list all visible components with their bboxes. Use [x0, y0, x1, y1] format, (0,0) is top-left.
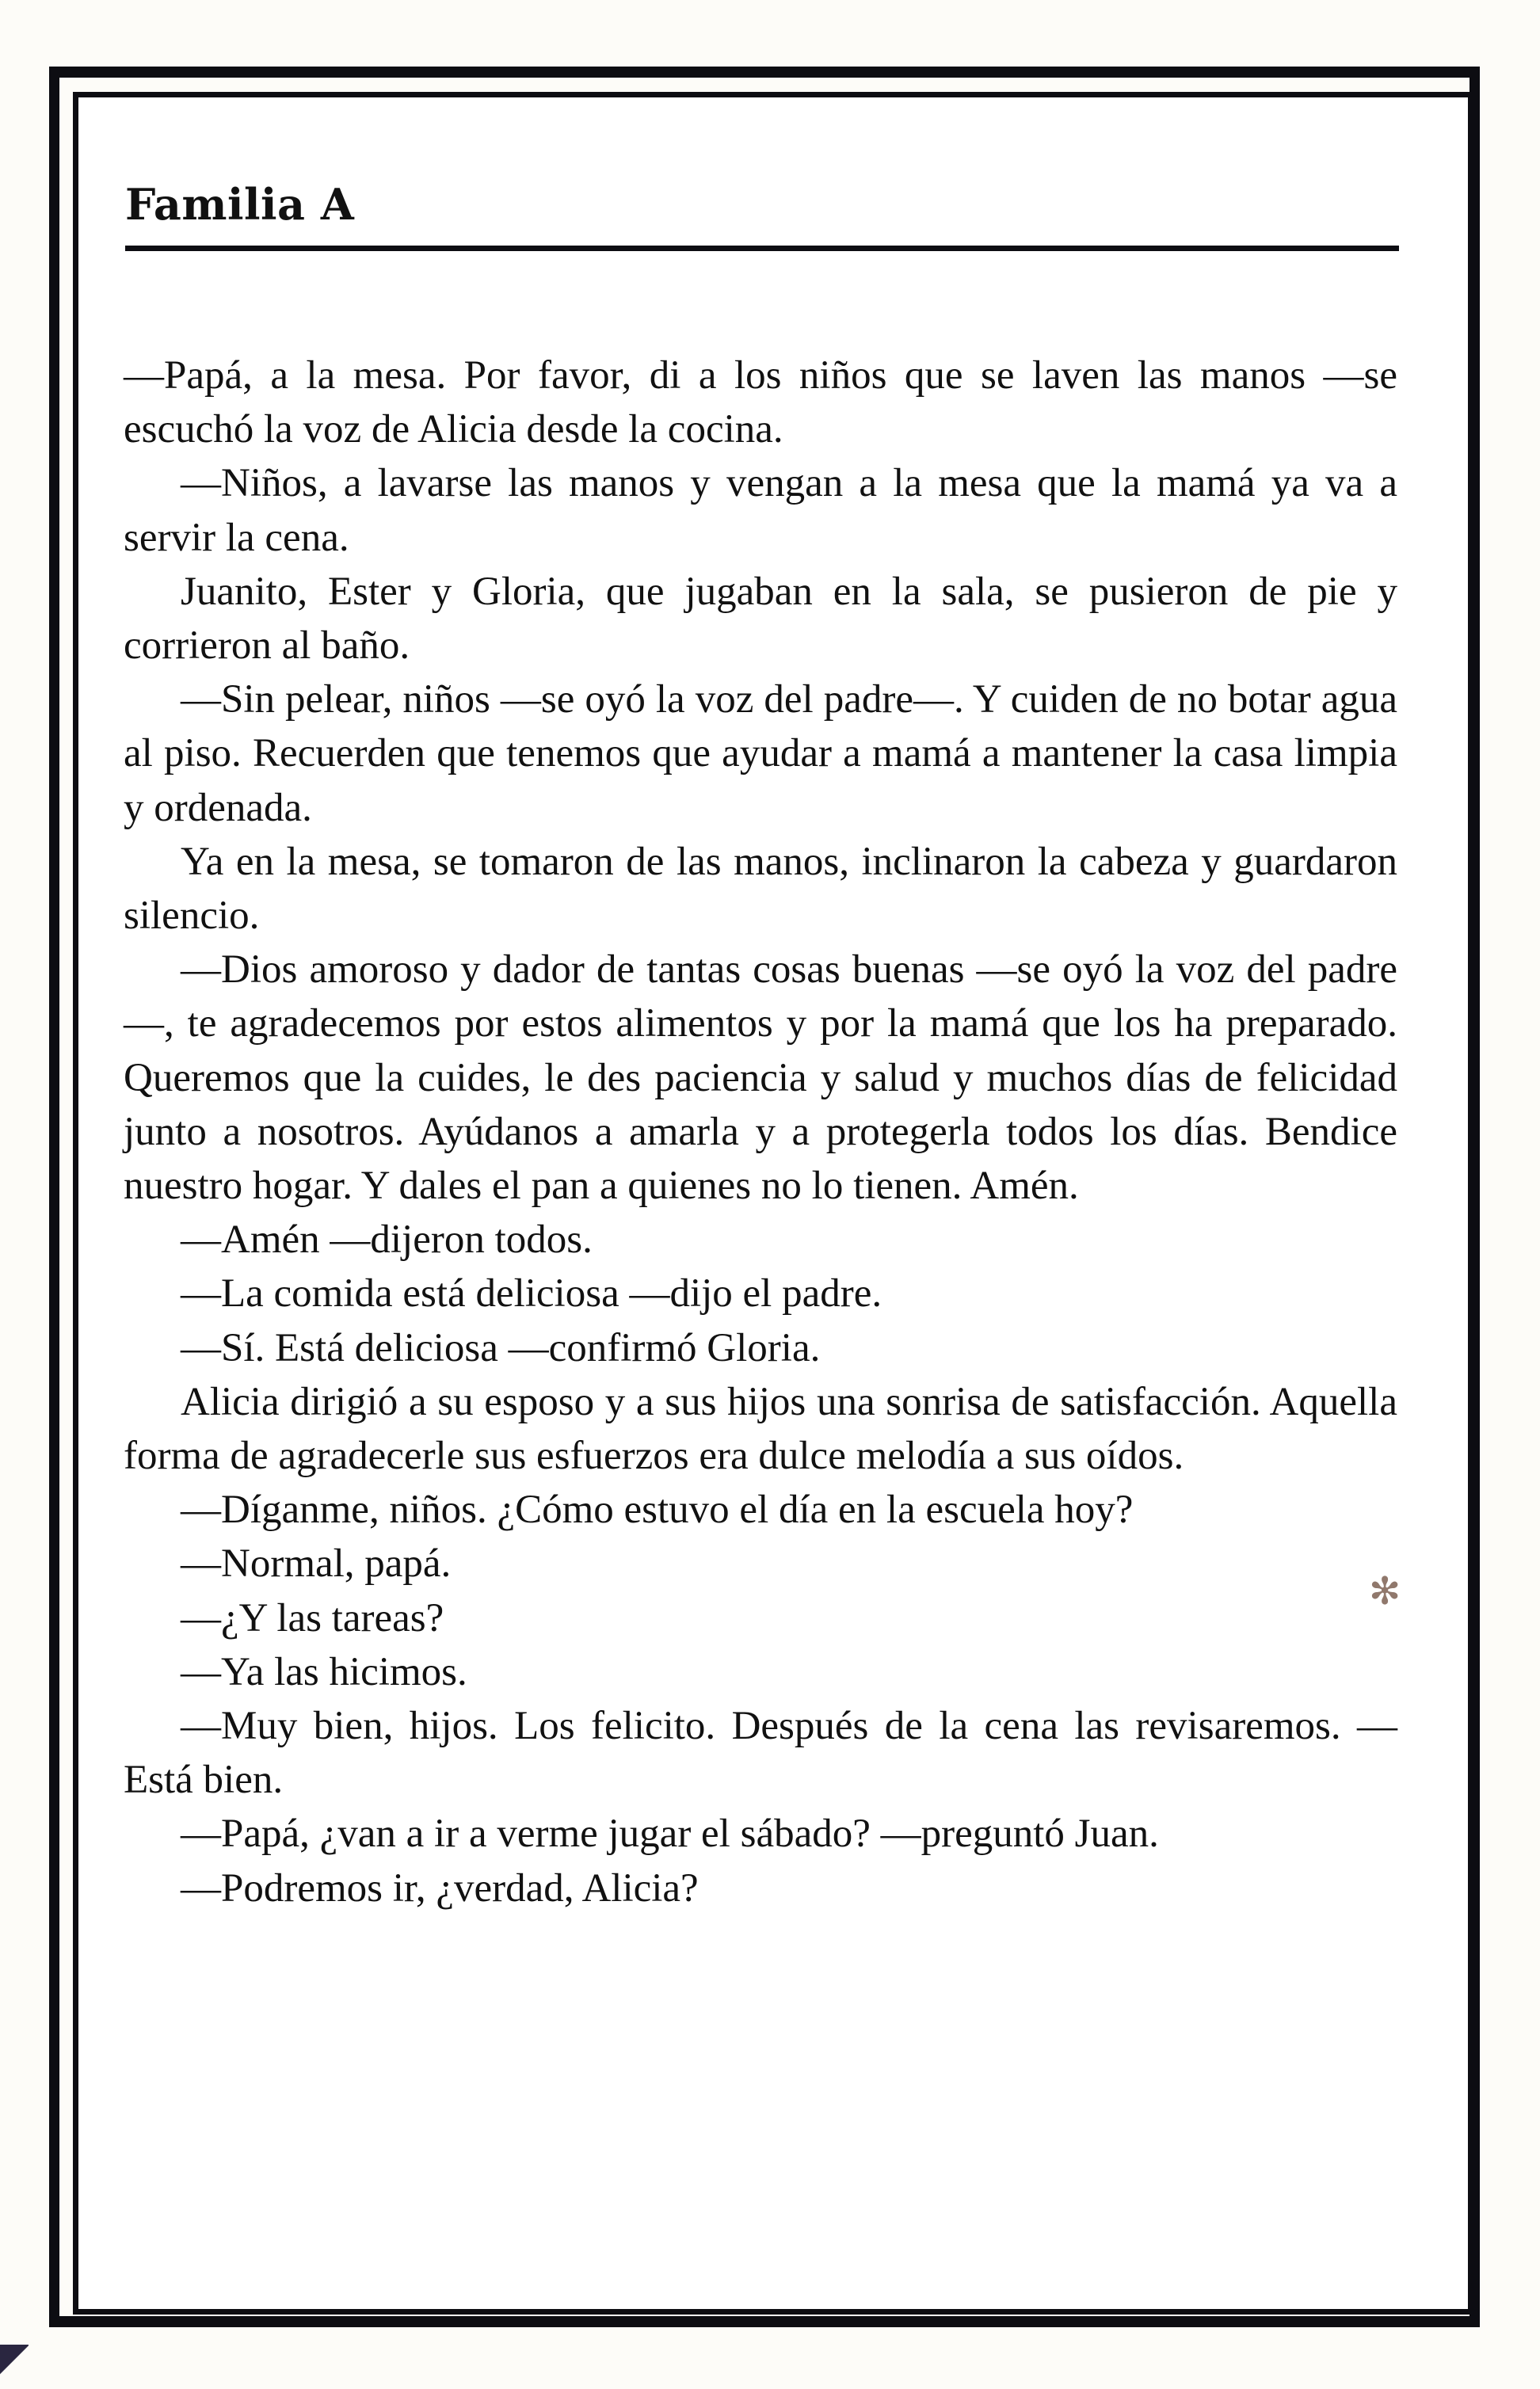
paragraph: —¿Y las tareas?	[181, 1595, 444, 1640]
title-underline-rule	[125, 246, 1399, 251]
paragraph: —Papá, a la mesa. Por favor, di a los niños que se laven las manos —se escuchó la voz de Alicia desde la cocina.	[124, 353, 1397, 452]
paragraph: —Podremos ir, ¿verdad, Alicia?	[181, 1865, 699, 1911]
asterisk-stain-icon: ✻	[1369, 1571, 1401, 1613]
paragraph: —Sí. Está deliciosa —confirmó Gloria.	[181, 1325, 821, 1370]
paragraph: Ya en la mesa, se tomaron de las manos, inclinaron la cabeza y guardaron silencio.	[124, 839, 1397, 939]
paragraph: Juanito, Ester y Gloria, que jugaban en la sala, se pusieron de pie y corrieron al baño.	[124, 569, 1397, 669]
paragraph: —La comida está deliciosa —dijo el padre.	[181, 1271, 882, 1316]
paragraph: —Díganme, niños. ¿Cómo estuvo el día en la escuela hoy?	[181, 1488, 1134, 1533]
paragraph: —Niños, a lavarse las manos y vengan a la mesa que la mamá ya va a servir la cena.	[124, 461, 1397, 560]
paragraph: —Amén —dijeron todos.	[181, 1217, 593, 1263]
paragraph: —Sin pelear, niños —se oyó la voz del padre—. Y cuiden de no botar agua al piso. Recuerden que tenemos que ayudar a mamá a mantener la casa limpia y ordenada.	[124, 677, 1397, 830]
paragraph: Alicia dirigió a su esposo y a sus hijos una sonrisa de satisfacción. Aquella forma de agradecerle sus esfuerzos era dulce melodía a sus oídos.	[124, 1379, 1397, 1479]
paragraph: —Papá, ¿van a ir a verme jugar el sábado? —preguntó Juan.	[181, 1812, 1159, 1857]
paragraph: —Normal, papá.	[181, 1541, 452, 1587]
paragraph: —Muy bien, hijos. Los felicito. Después de la cena las revisaremos. —Está bien.	[124, 1704, 1397, 1803]
corner-shadow	[0, 2345, 29, 2389]
paragraph: —Ya las hicimos.	[181, 1649, 467, 1694]
paragraph: —Dios amoroso y dador de tantas cosas buenas —se oyó la voz del padre—, te agradecemos por estos alimentos y por la mamá que los ha preparado. Queremos que la cuides, le des paciencia y salud y muchos días de felicidad junto a nosotros. Ayúdanos a amarla y a protegerla todos los días. Bendice nuestro hogar. Y dales el pan a quienes no lo tienen. Amén.	[124, 947, 1397, 1209]
story-body	[124, 349, 1397, 1915]
page-title: Familia A	[125, 179, 355, 230]
